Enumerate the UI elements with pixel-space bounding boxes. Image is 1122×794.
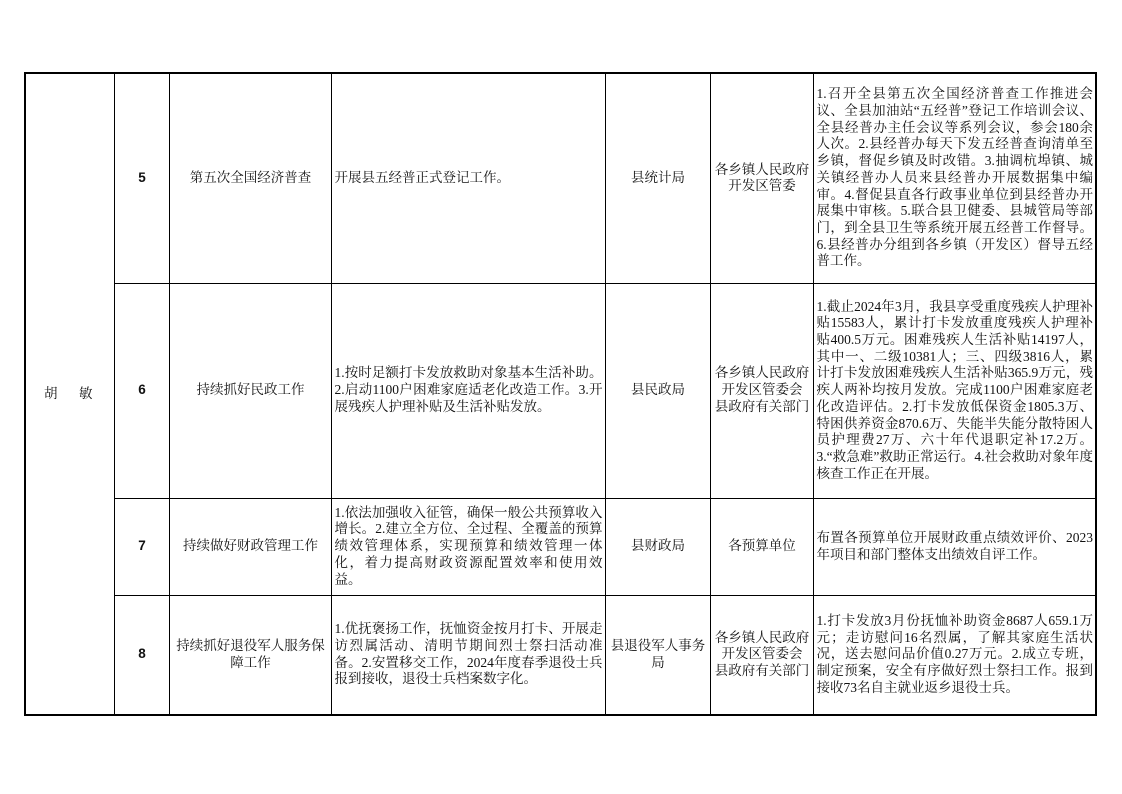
table-row (25, 595, 1096, 715)
table-row (25, 73, 1096, 283)
task-title: 持续做好财政管理工作 (169, 498, 331, 595)
progress: 1.打卡发放3月份抚恤补助资金8687人659.1万元；走访慰问16名烈属，了解其家庭生活状况，送去慰问品价值0.27万元。2.成立专班，制定预案，安全有序做好烈士祭扫工作。报到接收73名自主就业返乡退役士兵。 (813, 595, 1096, 715)
cooperating-unit: 各乡镇人民政府 开发区管委 (710, 73, 813, 283)
lead-unit: 县民政局 (605, 283, 710, 498)
responsible-person: 胡 敏 (25, 73, 114, 715)
progress: 布置各预算单位开展财政重点绩效评价、2023年项目和部门整体支出绩效自评工作。 (813, 498, 1096, 595)
task-content: 开展县五经普正式登记工作。 (331, 73, 605, 283)
task-content: 1.依法加强收入征管，确保一般公共预算收入增长。2.建立全方位、全过程、全覆盖的预算绩效管理体系，实现预算和绩效管理一体化，着力提高财政资源配置效率和使用效益。 (331, 498, 605, 595)
lead-unit: 县财政局 (605, 498, 710, 595)
progress: 1.截止2024年3月，我县享受重度残疾人护理补贴15583人，累计打卡发放重度残疾人护理补贴400.5万元。困难残疾人生活补贴14197人，其中一、二级10381人；三、四级3816人，累计打卡发放困难残疾人生活补贴365.9万元，残疾人两补均按月发放。完成1100户困难家庭老化改造评估。2.打卡发放低保资金1805.3万、特困供养资金870.6万、失能半失能分散特困人员护理费27万、六十年代退职定补17.2万。3.“救急难”救助正常运行。4.社会救助对象年度核查工作正在开展。 (813, 283, 1096, 498)
cooperating-unit: 各预算单位 (710, 498, 813, 595)
cooperating-unit: 各乡镇人民政府 开发区管委会 县政府有关部门 (710, 595, 813, 715)
task-number: 7 (114, 498, 169, 595)
task-number: 6 (114, 283, 169, 498)
task-number: 5 (114, 73, 169, 283)
lead-unit: 县统计局 (605, 73, 710, 283)
lead-unit: 县退役军人事务局 (605, 595, 710, 715)
task-content: 1.按时足额打卡发放救助对象基本生活补助。2.启动1100户困难家庭适老化改造工作。3.开展残疾人护理补贴及生活补贴发放。 (331, 283, 605, 498)
table-row (25, 283, 1096, 498)
progress: 1.召开全县第五次全国经济普查工作推进会议、全县加油站“五经普”登记工作培训会议、全县经普办主任会议等系列会议，参会180余人次。2.县经普办每天下发五经普查询清单至乡镇，督促乡镇及时改错。3.抽调杭埠镇、城关镇经普办人员来县经普办开展数据集中编审。4.督促县直各行政事业单位到县经普办开展集中审核。5.联合县卫健委、县城管局等部门，到全县卫生等系统开展五经普工作督导。6.县经普办分组到各乡镇（开发区）督导五经普工作。 (813, 73, 1096, 283)
table-row (25, 498, 1096, 595)
task-number: 8 (114, 595, 169, 715)
cooperating-unit: 各乡镇人民政府 开发区管委会 县政府有关部门 (710, 283, 813, 498)
work-table (24, 72, 1097, 716)
task-content: 1.优抚褒扬工作，抚恤资金按月打卡、开展走访烈属活动、清明节期间烈士祭扫活动准备。2.安置移交工作，2024年度春季退役士兵报到接收，退役士兵档案数字化。 (331, 595, 605, 715)
task-title: 持续抓好退役军人服务保障工作 (169, 595, 331, 715)
task-title: 第五次全国经济普查 (169, 73, 331, 283)
task-title: 持续抓好民政工作 (169, 283, 331, 498)
